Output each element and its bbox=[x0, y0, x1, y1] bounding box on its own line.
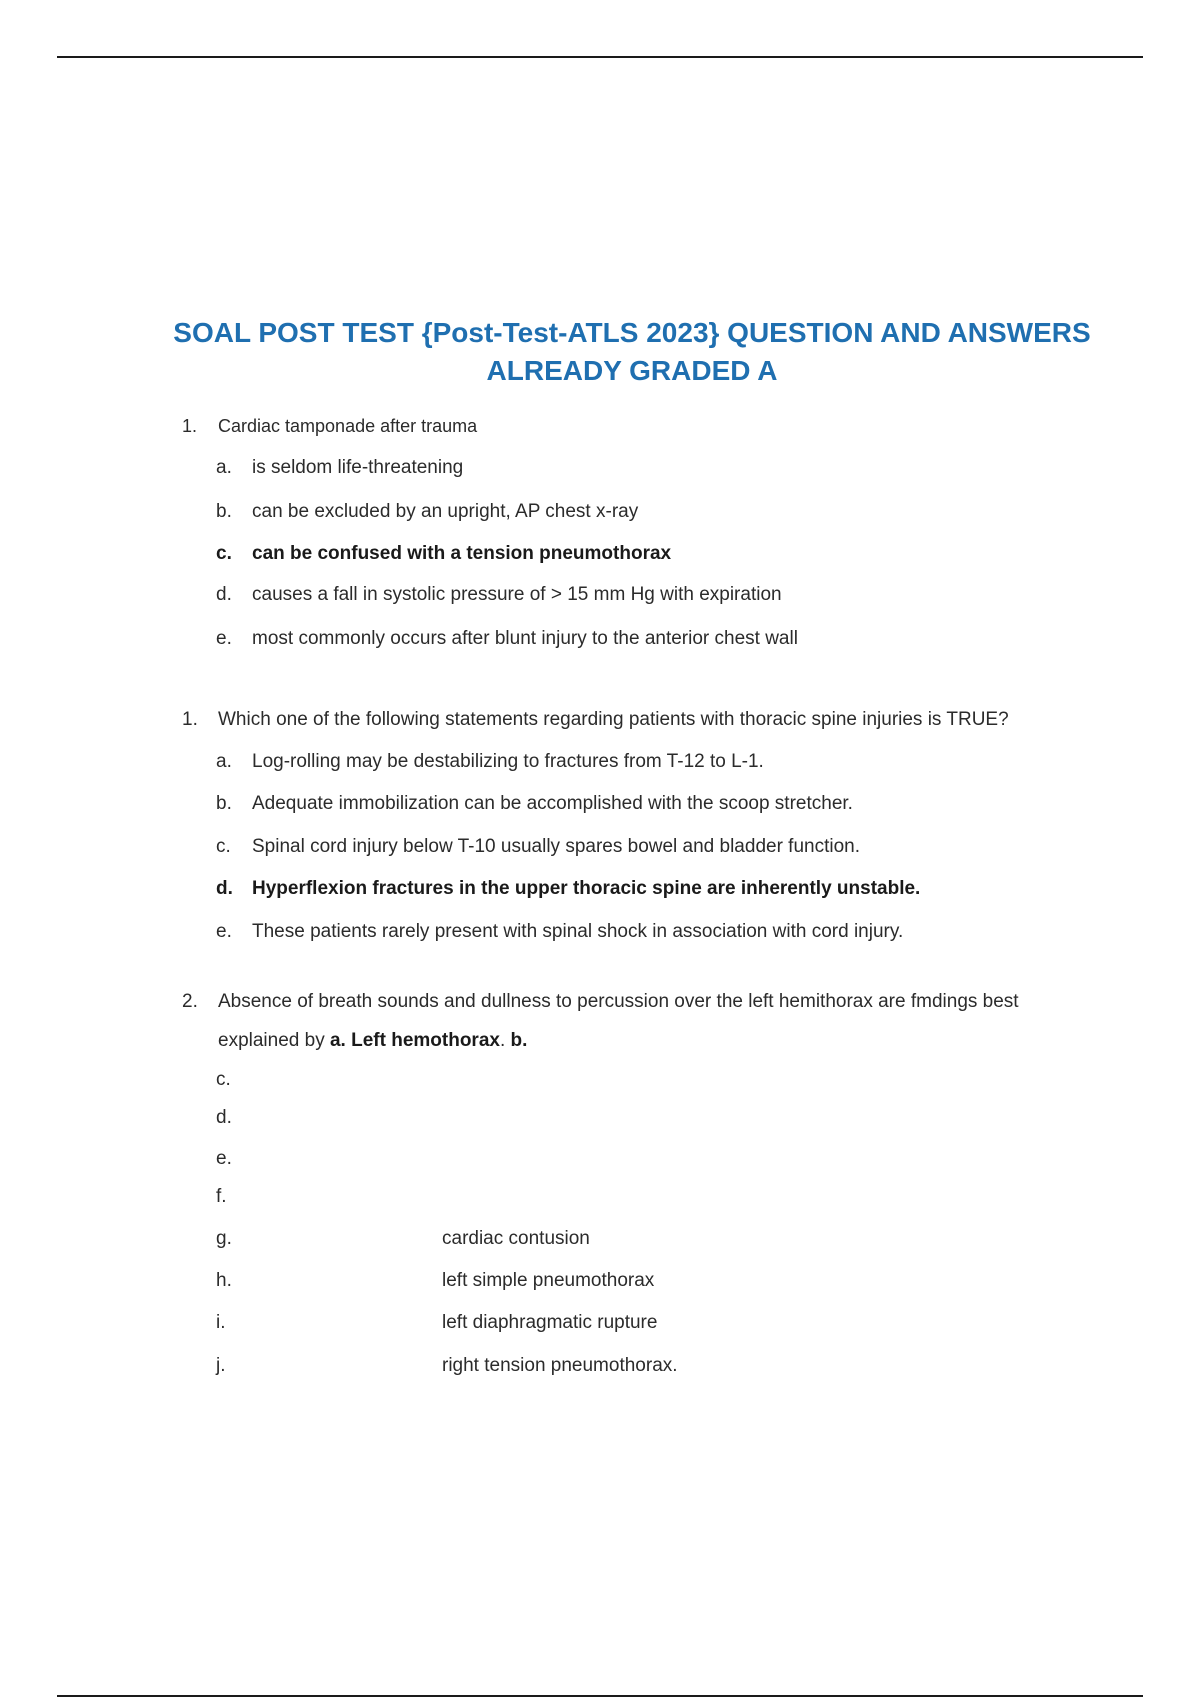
answer-b-letter: b. bbox=[505, 1030, 528, 1051]
question-text: Which one of the following statements regarding patients with thoracic spine injuries is TRUE? bbox=[218, 709, 1009, 730]
document-title-line-2: ALREADY GRADED A bbox=[486, 355, 778, 386]
option-letter: d. bbox=[216, 1107, 232, 1128]
option-text: can be excluded by an upright, AP chest x-ray bbox=[252, 501, 639, 522]
option-letter: f. bbox=[216, 1186, 227, 1207]
option-letter: h. bbox=[216, 1270, 232, 1291]
option-text: causes a fall in systolic pressure of > 15 mm Hg with expiration bbox=[252, 584, 782, 605]
option-text: most commonly occurs after blunt injury to the anterior chest wall bbox=[252, 628, 798, 649]
bottom-rule bbox=[57, 1695, 1143, 1697]
option-letter: e. bbox=[216, 628, 232, 649]
document-title-line-1: SOAL POST TEST {Post-Test-ATLS 2023} QUESTION AND ANSWERS bbox=[173, 317, 1091, 348]
option-letter: a. bbox=[216, 751, 232, 772]
correct-option-letter: d. bbox=[216, 878, 233, 899]
option-text: left diaphragmatic rupture bbox=[442, 1312, 658, 1333]
correct-option-text: Hyperflexion fractures in the upper thoracic spine are inherently unstable. bbox=[252, 878, 921, 899]
option-text: is seldom life-threatening bbox=[252, 457, 464, 478]
option-letter: e. bbox=[216, 1148, 232, 1169]
option-letter: b. bbox=[216, 501, 232, 522]
option-letter: j. bbox=[216, 1355, 226, 1376]
question-text-line-1: Absence of breath sounds and dullness to percussion over the left hemithorax are fmdings best bbox=[218, 991, 1019, 1012]
option-text: right tension pneumothorax. bbox=[442, 1355, 678, 1376]
answer-a-text: Left hemothorax bbox=[345, 1030, 500, 1051]
question-text-prefix: explained by bbox=[218, 1030, 330, 1051]
answer-a-dot: . bbox=[499, 1030, 506, 1051]
option-text: Log-rolling may be destabilizing to fractures from T-12 to L-1. bbox=[252, 751, 764, 772]
question-number: 1. bbox=[182, 709, 198, 730]
option-letter: c. bbox=[216, 1069, 231, 1090]
option-text: These patients rarely present with spinal shock in association with cord injury. bbox=[252, 921, 904, 942]
option-text: Spinal cord injury below T-10 usually spares bowel and bladder function. bbox=[252, 836, 861, 857]
option-text: cardiac contusion bbox=[442, 1228, 590, 1249]
top-rule bbox=[57, 56, 1143, 58]
option-text: left simple pneumothorax bbox=[442, 1270, 655, 1291]
option-letter: d. bbox=[216, 584, 232, 605]
option-letter: c. bbox=[216, 836, 231, 857]
question-text-line-2 bbox=[218, 1029, 527, 1053]
answer-a-letter: a. bbox=[329, 1030, 346, 1051]
option-letter: a. bbox=[216, 457, 232, 478]
question-number: 1. bbox=[182, 416, 198, 436]
option-letter: g. bbox=[216, 1228, 232, 1249]
option-letter: e. bbox=[216, 921, 232, 942]
correct-option-letter: c. bbox=[216, 543, 232, 564]
question-number: 2. bbox=[182, 991, 198, 1012]
option-letter: b. bbox=[216, 793, 232, 814]
option-text: Adequate immobilization can be accomplished with the scoop stretcher. bbox=[252, 793, 853, 814]
option-letter: i. bbox=[216, 1312, 226, 1333]
question-text: Cardiac tamponade after trauma bbox=[218, 416, 478, 436]
correct-option-text: can be confused with a tension pneumothorax bbox=[252, 543, 672, 564]
